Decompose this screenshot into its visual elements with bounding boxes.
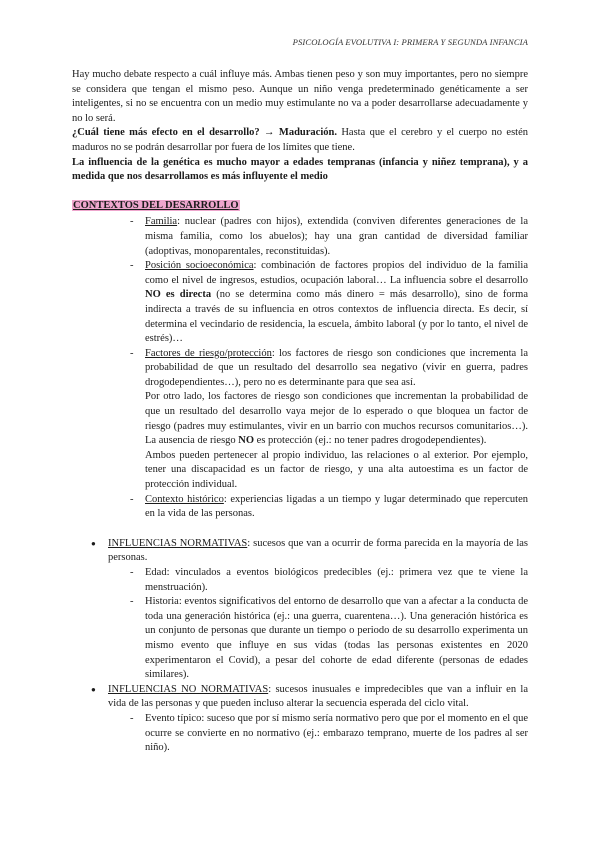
factores-p2-a: Por otro lado, los factores de riesgo son condiciones que incrementan la probabilidad de que un resultado del desarrollo vaya mejor de lo esperado o que bloquea un factor de riesgo (padres muy estimulantes, vivir en un barrio con muchos recursos comunitarios…). La ausencia de riesgo (145, 391, 528, 447)
influences-list (91, 537, 528, 756)
term-no-normativas: INFLUENCIAS NO NORMATIVAS (108, 683, 269, 695)
factores-paragraph-1 (145, 347, 528, 391)
term-normativas: INFLUENCIAS NORMATIVAS (108, 537, 248, 549)
maturation-paragraph (72, 126, 528, 155)
sub-item-edad (130, 566, 528, 595)
term-posicion: Posición socioeconómica (145, 260, 254, 272)
contexts-list (130, 215, 529, 521)
list-item-familia (130, 215, 528, 259)
no-normativas-text: : sucesos inusuales e impredecibles que van a influir en la vida de las personas y que pueden incluso alterar la secuencia esperada del ciclo vital. (108, 683, 528, 710)
running-header: PSICOLOGÍA EVOLUTIVA I: PRIMERA Y SEGUNDA INFANCIA (292, 37, 528, 47)
document-body (72, 68, 528, 756)
maturation-question: ¿Cuál tiene más efecto en el desarrollo? → Maduración. (72, 127, 337, 139)
genetics-paragraph: La influencia de la genética es mucho mayor a edades tempranas (infancia y niñez temprana), y a medida que nos desarrollamos es más influyente el medio (72, 156, 528, 183)
intro-paragraph: Hay mucho debate respecto a cuál influye más. Ambas tienen peso y son muy importantes, pero no siempre se considera que tengan el mismo peso. Aunque un niño venga predeterminado genéticamente a ser inteligentes, si no se encuentra con un medio muy estimulante no va a poder desarrollarse adecuadamente y no lo será. (72, 69, 528, 124)
dash-marker: - (130, 216, 134, 228)
section-heading (72, 199, 528, 214)
historia-text: Historia: eventos significativos del entorno de desarrollo que van a afectar a la conducta de toda una generación histórica (ej.: una guerra, cuarentena…). Una generación histórica es un conjunto de personas que durante un tiempo o periodo de su desarrollo experimenta un mismo evento que influye en sus vidas (todas las personas existentes en 2020 experimentaron el Covid), a pesar del cohorte de edad diferente (personas de edades similares). (145, 596, 528, 681)
dash-marker: - (130, 347, 134, 359)
dash-marker: - (130, 260, 134, 272)
posicion-text-b: (no se determina como más dinero = más desarrollo), sino de forma indirecta a través de su influencia en otros contextos de influencia directa. Es decir, sí determina el vecindario de residencia, la escuela, ámbito laboral (y por lo tanto, el nivel de estrés)… (145, 289, 528, 345)
posicion-bold: NO es directa (145, 289, 212, 301)
term-factores: Factores de riesgo/protección (145, 347, 272, 359)
section-title: CONTEXTOS DEL DESARROLLO (73, 199, 239, 211)
normativas-sub-list (130, 566, 528, 683)
sub-item-evento-tipico (130, 712, 528, 756)
factores-text: : los factores de riesgo son condiciones que incrementa la probabilidad de que un resultado del desarrollo sea negativo (vivir en guerra, padres drogodependientes…), pero no es determinante para que sea así. (145, 347, 528, 388)
factores-paragraph-2 (145, 390, 528, 448)
dash-marker: - (130, 567, 134, 578)
term-familia: Familia (145, 216, 178, 228)
bullet-marker: ● (91, 538, 96, 548)
evento-tipico-text: Evento típico: suceso que por sí mismo sería normativo pero que por el momento en el que ocurre se convierte en no normativo (ej.: embarazo temprano, muerte de los padres al ser niño). (145, 712, 528, 754)
dash-marker: - (130, 493, 134, 505)
factores-paragraph-3: Ambos pueden pertenecer al propio individuo, las relaciones o al exterior. Por ejemplo, tener una discapacidad es un factor de riesgo, y una alta autoestima es un factor de protección individual. (145, 449, 528, 491)
list-item-posicion (130, 259, 529, 347)
list-item-normativas (91, 537, 528, 683)
bullet-marker: ● (91, 684, 96, 694)
posicion-text-a: : combinación de factores propios del individuo de la familia como el nivel de ingresos, estudios, ocupación laboral… La influencia sobre el desarrollo (145, 260, 529, 286)
maturation-explanation: Hasta que el cerebro y el cuerpo no estén maduros no se podrán desarrollar por fuera de los límites que tiene. (72, 127, 528, 153)
dash-marker: - (130, 712, 134, 724)
no-normativas-sub-list (130, 712, 528, 756)
factores-p2-b: es protección (ej.: no tener padres drogodependientes). (254, 435, 487, 447)
familia-text: : nuclear (padres con hijos), extendida (conviven diferentes generaciones de la misma familia, como los abuelos); hay una gran cantidad de diversidad familiar (adoptivas, monoparentales, reconstituidas). (145, 216, 528, 257)
term-historico: Contexto histórico (145, 493, 224, 505)
sub-item-historia (130, 595, 528, 683)
list-item-historico (130, 493, 528, 522)
edad-text: Edad: vinculados a eventos biológicos predecibles (ej.: primera vez que te viene la menstruación). (145, 567, 528, 593)
historico-text: : experiencias ligadas a un tiempo y lugar determinado que repercuten en la vida de las personas. (145, 493, 528, 520)
list-item-no-normativas (91, 683, 528, 756)
normativas-text: : sucesos que van a ocurrir de forma parecida en la mayoría de las personas. (108, 537, 528, 564)
list-item-factores (130, 347, 528, 493)
dash-marker: - (130, 596, 134, 608)
factores-p2-bold: NO (238, 435, 255, 447)
